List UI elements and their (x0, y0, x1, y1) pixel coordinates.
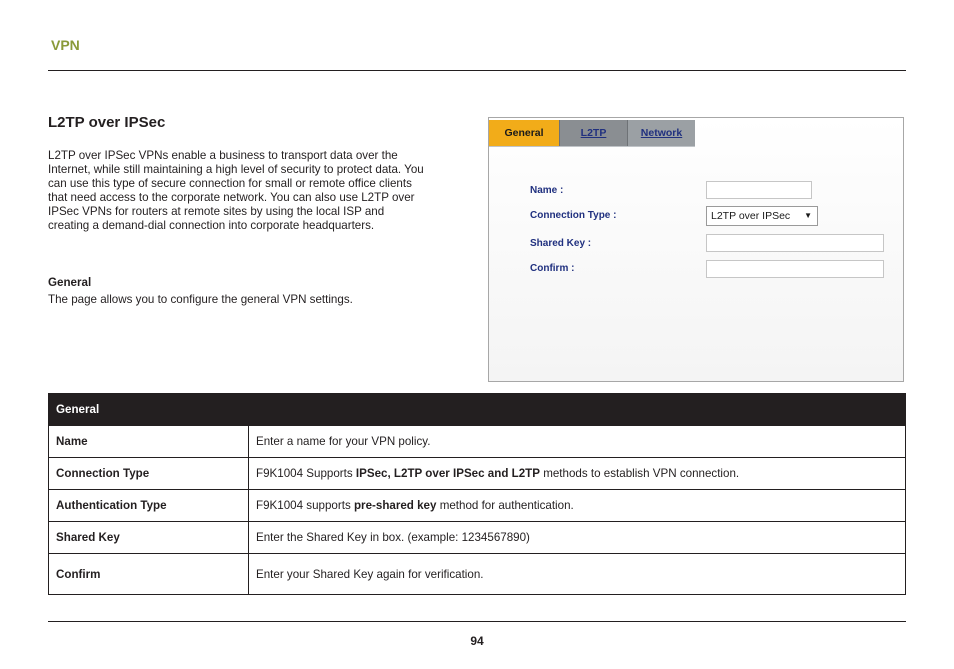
text-segment: Enter your Shared Key again for verification. (256, 567, 484, 581)
table-row (49, 554, 906, 595)
general-description: The page allows you to configure the general VPN settings. (48, 293, 353, 306)
confirm-label: Confirm : (530, 263, 575, 274)
name-input[interactable] (706, 181, 812, 199)
row-value (249, 426, 906, 458)
table-row (49, 426, 906, 458)
row-key: Authentication Type (49, 490, 249, 522)
settings-table (48, 393, 906, 595)
text-segment: F9K1004 Supports (256, 467, 356, 480)
bold-text-segment: IPSec, L2TP over IPSec and L2TP (355, 467, 540, 480)
row-key: Connection Type (49, 458, 249, 490)
text-segment: Enter a name for your VPN policy. (256, 435, 431, 448)
dropdown-caret-icon: ▼ (804, 211, 812, 220)
row-value (249, 554, 906, 595)
page-number: 94 (470, 634, 484, 648)
text-segment: method for authentication. (436, 499, 574, 512)
footer-divider (48, 621, 906, 622)
table-header: General (49, 394, 906, 426)
shared-key-label: Shared Key : (530, 238, 592, 249)
connection-type-select[interactable] (706, 206, 818, 226)
tab-underline (489, 146, 695, 147)
text-segment: F9K1004 supports (256, 499, 354, 512)
name-label: Name : (530, 185, 564, 196)
vpn-general-screenshot (488, 117, 904, 382)
intro-paragraph: L2TP over IPSec VPNs enable a business to transport data over the Internet, while still maintaining a high level of security to protect data. You can use this type of secure connection for small or remote office clients that need access to the corporate network. You can also use L2TP over IPSec VPNs for routers at remote sites by using the local ISP and creating a demand-dial connection into corporate headquarters. (48, 149, 424, 233)
row-key: Confirm (49, 554, 249, 595)
shared-key-input[interactable] (706, 234, 884, 252)
row-key: Shared Key (49, 522, 249, 554)
general-heading: General (48, 276, 92, 289)
row-key: Name (49, 426, 249, 458)
tab-general[interactable]: General (489, 120, 559, 146)
confirm-input[interactable] (706, 260, 884, 278)
section-title: VPN (51, 37, 80, 53)
tab-network[interactable]: Network (627, 120, 695, 146)
text-segment: Enter the Shared Key in box. (example: 1234567890) (256, 531, 530, 544)
connection-type-value: L2TP over IPSec (711, 210, 791, 222)
table-row (49, 458, 906, 490)
bold-text-segment: pre-shared key (353, 499, 437, 512)
text-segment: methods to establish VPN connection. (539, 467, 740, 480)
tab-l2tp[interactable]: L2TP (559, 120, 627, 146)
tab-bar (489, 120, 695, 146)
header-divider (48, 70, 906, 71)
table-row (49, 522, 906, 554)
table-row (49, 490, 906, 522)
connection-type-label: Connection Type : (530, 210, 617, 221)
page-title: L2TP over IPSec (48, 114, 166, 131)
row-value (249, 490, 906, 522)
row-value (249, 522, 906, 554)
row-value (249, 458, 906, 490)
